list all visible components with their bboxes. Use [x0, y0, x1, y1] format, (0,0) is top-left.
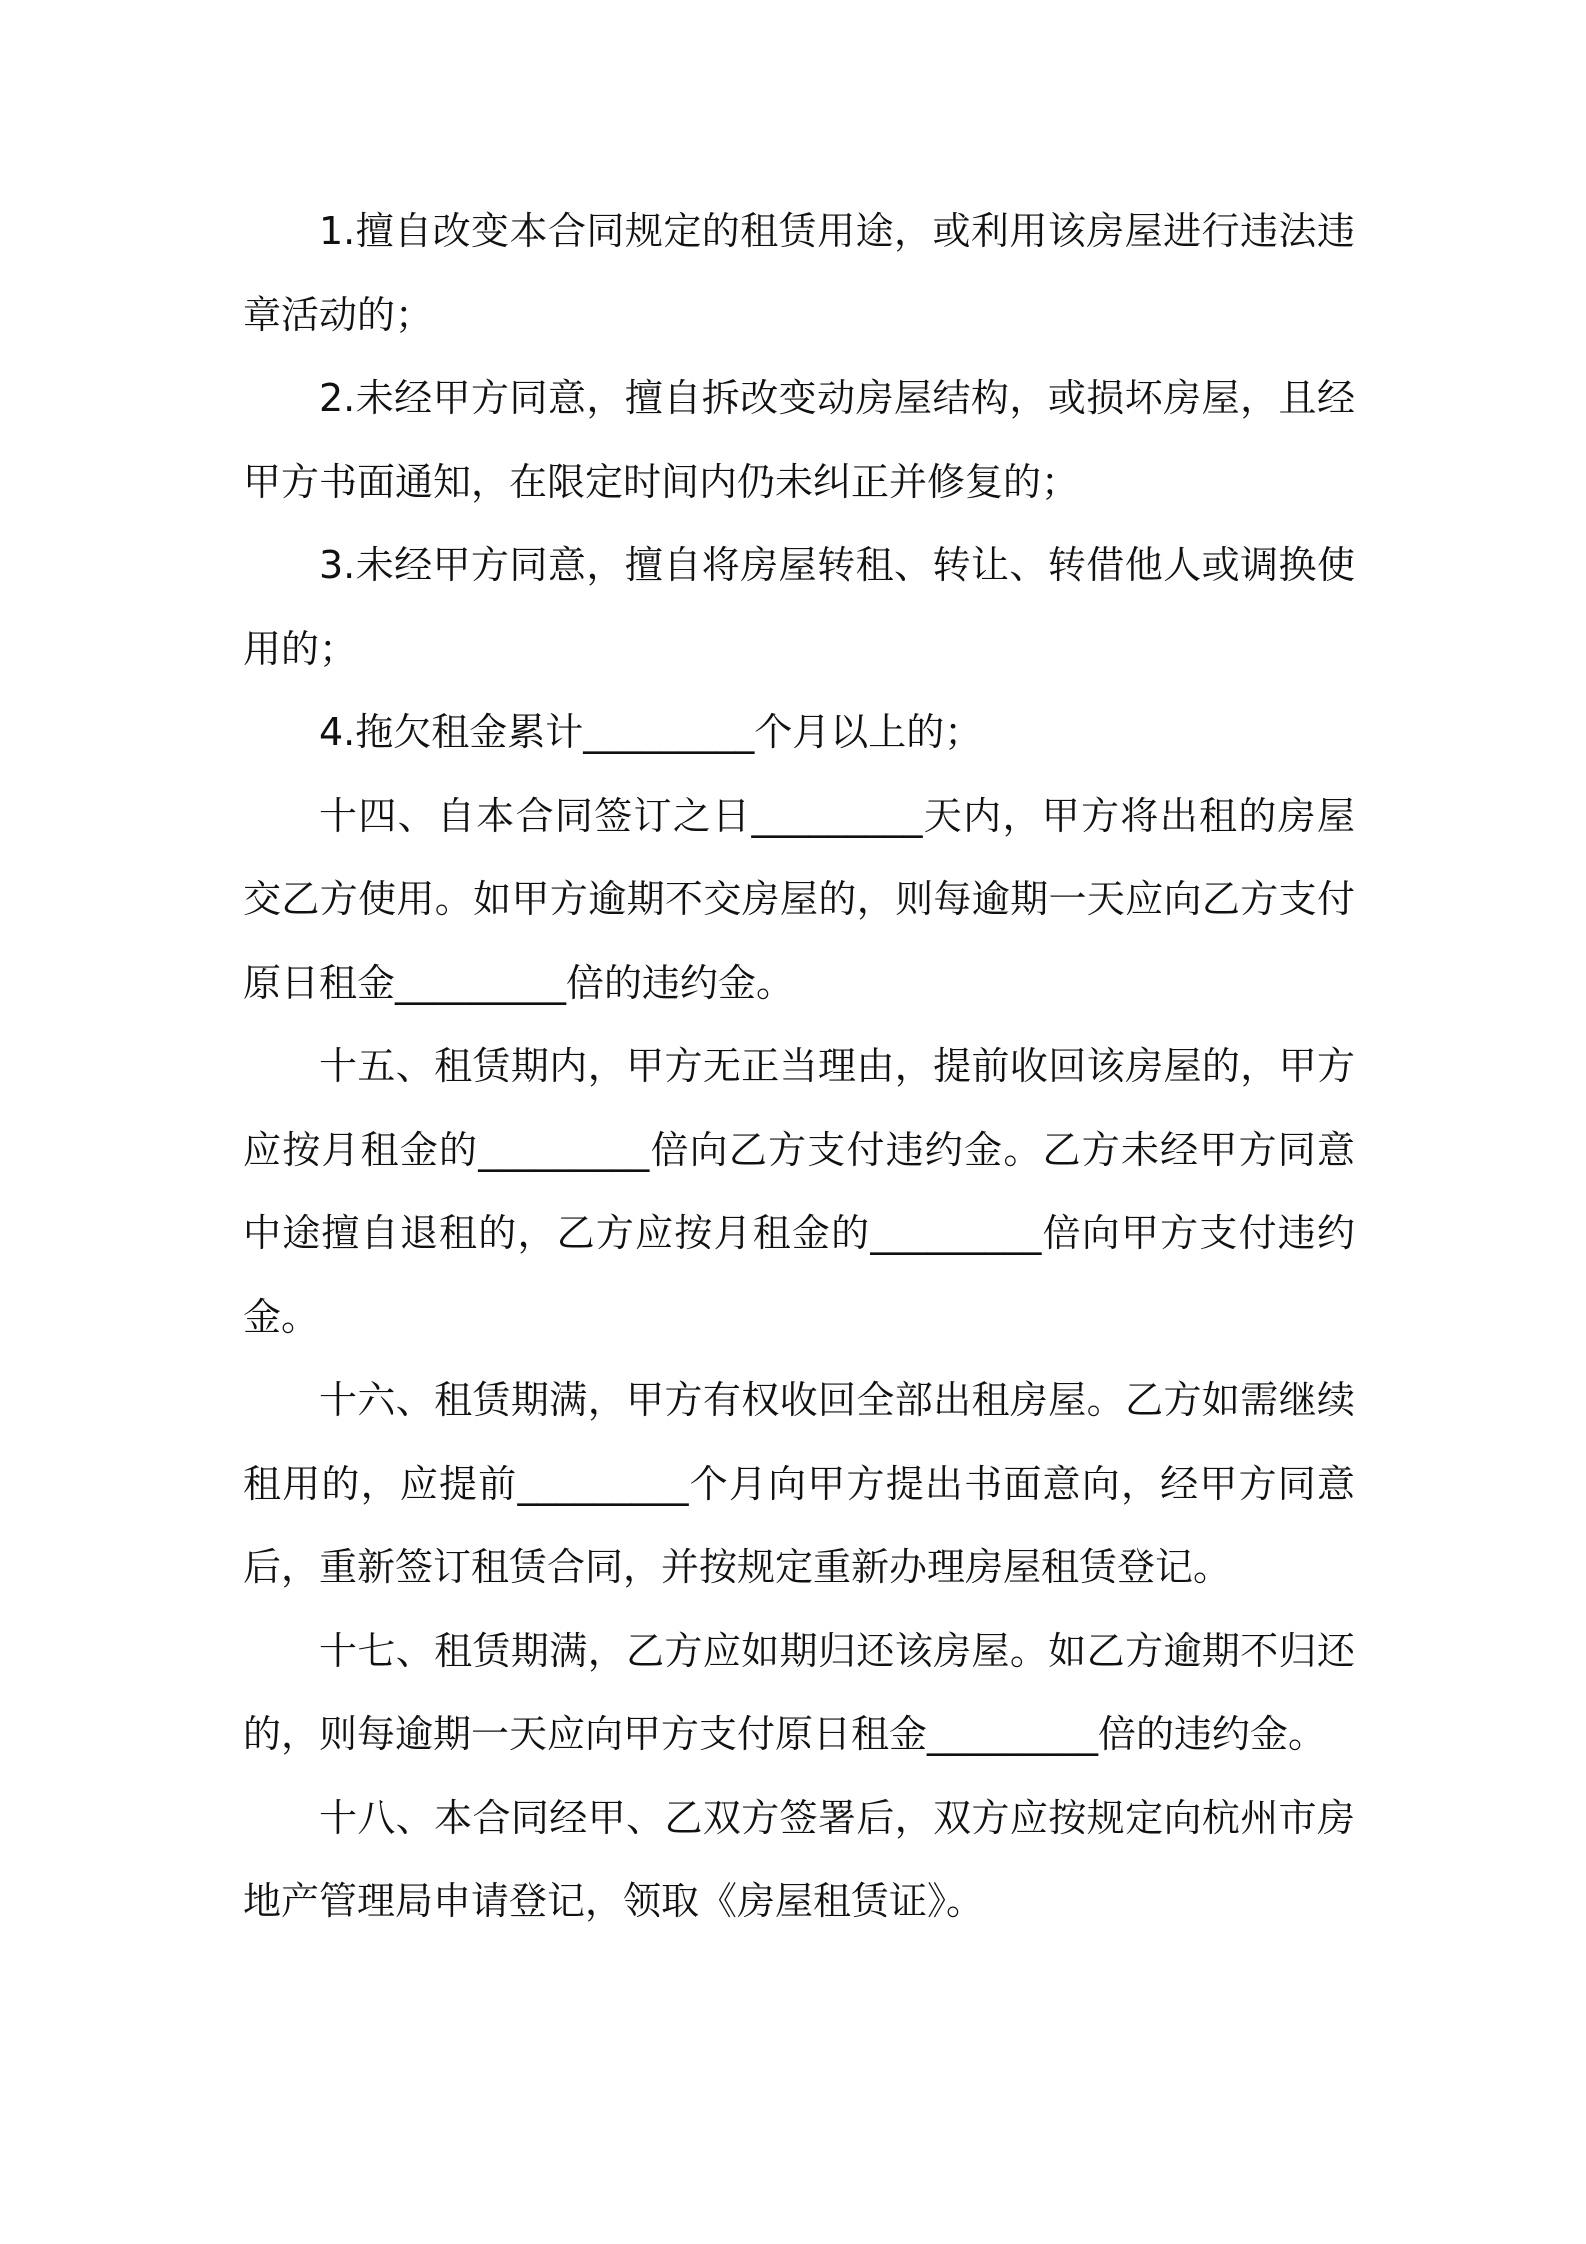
clause-1: 1.擅自改变本合同规定的租赁用途，或利用该房屋进行违法违章活动的；: [243, 209, 1355, 337]
article-17: 十七、租赁期满，乙方应如期归还该房屋。如乙方逾期不归还的，则每逾期一天应向甲方支付原日租金_________倍的违约金。: [243, 1628, 1355, 1756]
clause-3: 3.未经甲方同意，擅自将房屋转租、转让、转借他人或调换使用的；: [243, 543, 1355, 671]
clause-4: 4.拖欠租金累计_________个月以上的；: [319, 710, 983, 754]
article-18: 十八、本合同经甲、乙双方签署后，双方应按规定向杭州市房地产管理局申请登记，领取《房屋租赁证》。: [243, 1795, 1355, 1923]
article-16: 十六、租赁期满，甲方有权收回全部出租房屋。乙方如需继续租用的，应提前_________个月向甲方提出书面意向，经甲方同意后，重新签订租赁合同，并按规定重新办理房屋租赁登记。: [243, 1378, 1355, 1589]
document-body: [243, 190, 1355, 1944]
article-15: 十五、租赁期内，甲方无正当理由，提前收回该房屋的，甲方应按月租金的_________倍向乙方支付违约金。乙方未经甲方同意中途擅自退租的，乙方应按月租金的_________倍向甲方支付违约金。: [243, 1044, 1355, 1339]
clause-2: 2.未经甲方同意，擅自拆改变动房屋结构，或损坏房屋，且经甲方书面通知，在限定时间内仍未纠正并修复的；: [243, 376, 1355, 504]
article-14: 十四、自本合同签订之日_________天内，甲方将出租的房屋交乙方使用。如甲方逾期不交房屋的，则每逾期一天应向乙方支付原日租金_________倍的违约金。: [243, 793, 1355, 1005]
